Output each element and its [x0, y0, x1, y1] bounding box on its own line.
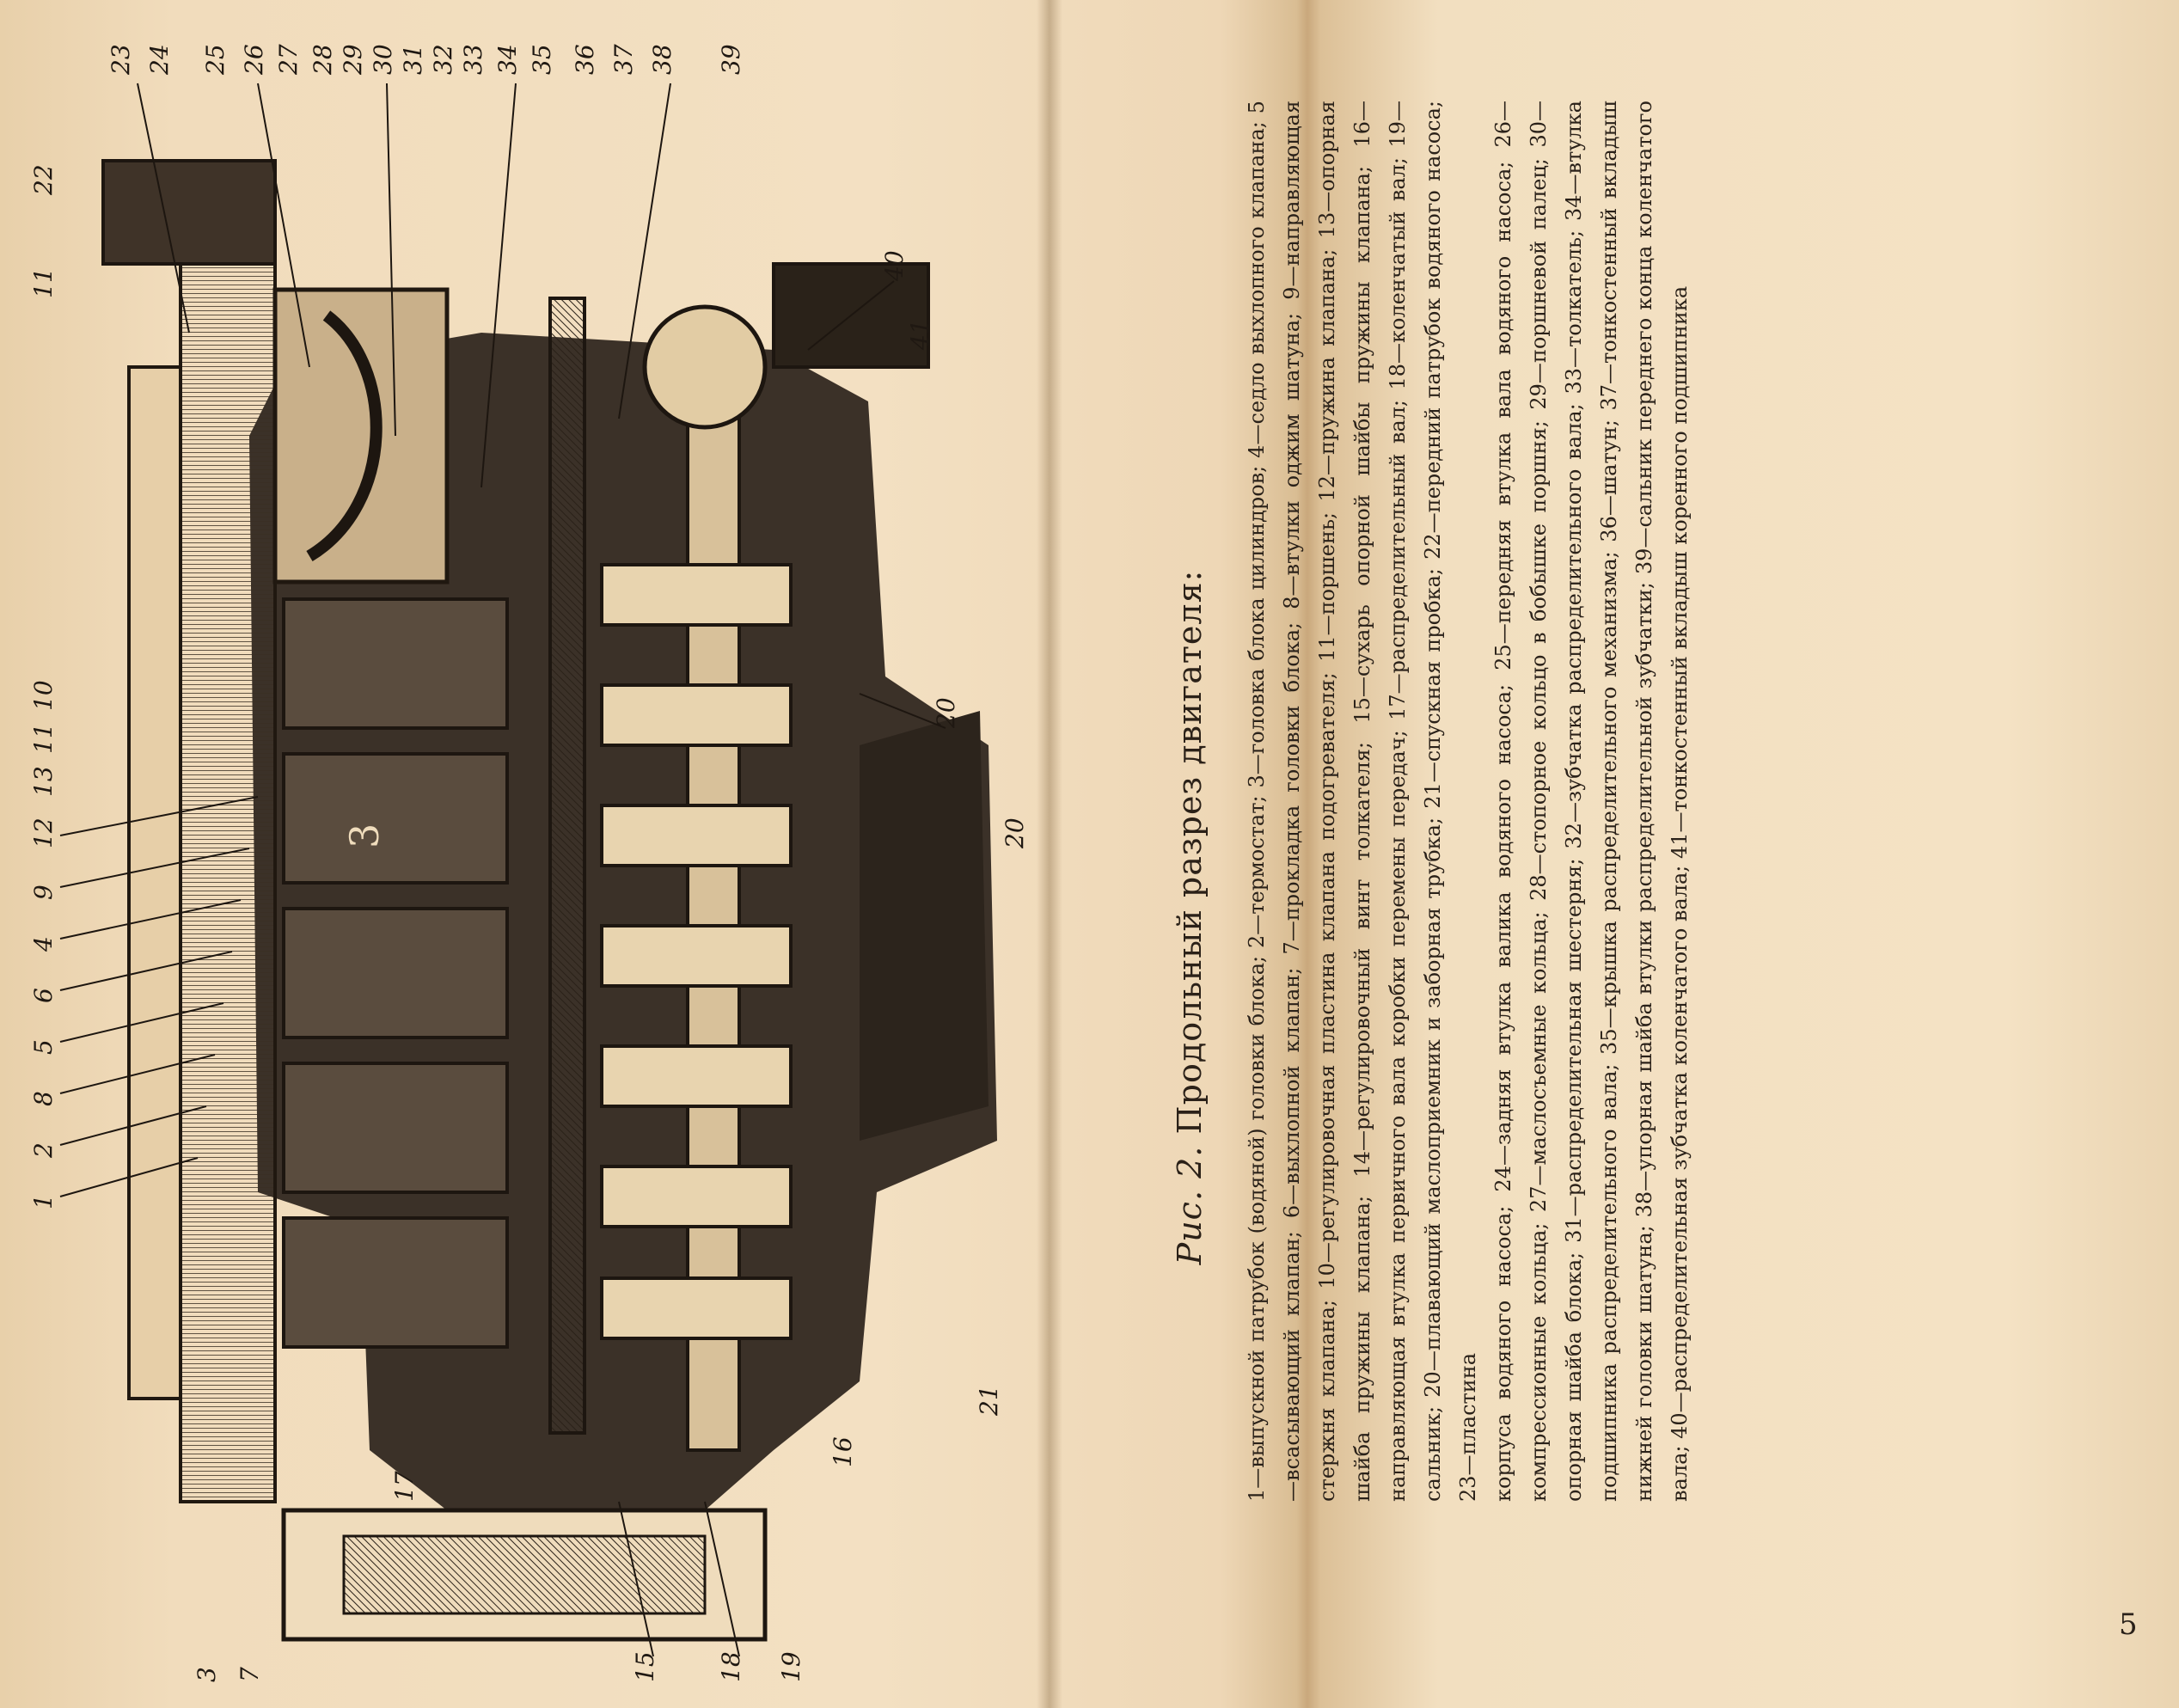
callout: 35 [528, 44, 556, 75]
callouts-right [107, 44, 745, 76]
callouts-top [29, 164, 58, 1209]
legend-column-2: корпуса водяного насоса; 24—задняя втулка валика водяного насоса; 25—передняя втулка вала водяного насоса; 26—компрессионные кольца; 27—маслосъемные кольца; 28—стопорное кольцо в бобышке поршня; 29—поршневой палец; 30—опорная шайба блока; 31—распределительная шестерня; 32—зубчатка распределительного вала; 33—толкатель; 34—втулка подшипника распределительного вала; 35—крышка распределительного механизма; 36—шатун; 37—тонкостенный вкладыш нижней головки шатуна; 38—упорная шайба втулки распределительной зубчатки; 39—сальник переднего конца коленчатого вала; 40—распределительная зубчатка коленчатого вала; 41—тонкостенный вкладыш коренного подшипника [1491, 101, 1692, 1502]
section-numeral: 3 [341, 823, 388, 848]
callout: 34 [493, 44, 522, 75]
left-page [0, 0, 1040, 1708]
valve-cover [129, 367, 181, 1399]
callout: 12 [29, 817, 58, 848]
callout: 18 [717, 1651, 745, 1682]
callout: 22 [29, 164, 58, 195]
callout: 15 [631, 1651, 659, 1682]
figure-caption [1050, 0, 2179, 1708]
callout: 40 [880, 250, 909, 281]
callout: 4 [29, 936, 58, 952]
callout: 27 [274, 44, 303, 75]
callout: 32 [429, 44, 457, 75]
callout: 33 [459, 44, 487, 75]
callout: 25 [201, 44, 230, 75]
callout: 29 [339, 44, 367, 75]
page-number: 5 [2119, 1607, 2138, 1642]
callout: 17 [390, 1471, 419, 1502]
callout: 2 [29, 1142, 58, 1158]
callout: 20 [932, 697, 960, 728]
engine-figure [0, 0, 1040, 1708]
callout: 36 [571, 44, 599, 75]
figure-label: Рис. 2. [1171, 1145, 1209, 1265]
timing-gear [645, 307, 765, 427]
oil-pan [860, 711, 989, 1141]
figure-title-text: Продольный разрез двигателя: [1171, 569, 1209, 1135]
callout: 30 [369, 44, 397, 75]
callout: 7 [236, 1667, 264, 1682]
callout: 11 [29, 267, 58, 298]
callout: 6 [29, 988, 58, 1003]
cylinders [284, 599, 507, 1347]
callout: 9 [29, 885, 58, 900]
callout: 28 [309, 44, 337, 75]
callout: 38 [648, 44, 676, 75]
flywheel [344, 1536, 705, 1613]
legend-column-1: 1—выпускной патрубок (водяной) головки блока; 2—термостат; 3—головка блока цилиндров; 4—седло выхлопного клапана; 5—всасывающий клапан; 6—выхлопной клапан; 7—прокладка головки блока; 8—втулки оджим шатуна; 9—направляющая стержня клапана; 10—регулировочная пластина клапана подогревателя; 11—поршень; 12—пружина клапана; 13—опорная шайба пружины клапана; 14—регулировочный винт толкателя; 15—сухарь опорной шайбы пружины клапана; 16—направляющая втулка первичного вала коробки перемены передач; 17—распределительный вал; 18—коленчатый вал; 19—сальник; 20—плавающий маслоприемник и заборная трубка; 21—спускная пробка; 22—передний патрубок водяного насоса; 23—пластина [1245, 101, 1480, 1502]
callout: 11 [29, 723, 58, 754]
callout: 3 [193, 1667, 221, 1682]
cylinder-head [181, 264, 275, 1502]
callout: 37 [609, 44, 638, 75]
callout: 20 [1001, 817, 1029, 848]
callout: 1 [29, 1194, 58, 1209]
figure-title [1171, 487, 1209, 1347]
engine-cross-section-drawing [0, 0, 1040, 1708]
callout: 13 [29, 766, 58, 797]
callout: 19 [777, 1651, 805, 1682]
figure-legend [1239, 101, 1698, 1502]
water-pump [103, 161, 275, 264]
callout: 5 [29, 1039, 58, 1055]
callout: 31 [399, 44, 427, 75]
callout: 21 [975, 1385, 1003, 1416]
callout: 8 [29, 1091, 58, 1106]
water-jacket [275, 290, 447, 582]
callout: 26 [240, 44, 268, 75]
callout: 23 [107, 44, 135, 75]
callout: 39 [717, 44, 745, 75]
camshaft [550, 298, 585, 1433]
right-page [1050, 0, 2179, 1708]
callout: 41 [906, 319, 934, 350]
callout: 10 [29, 680, 58, 711]
callout: 24 [145, 44, 174, 75]
callout: 16 [829, 1436, 857, 1467]
